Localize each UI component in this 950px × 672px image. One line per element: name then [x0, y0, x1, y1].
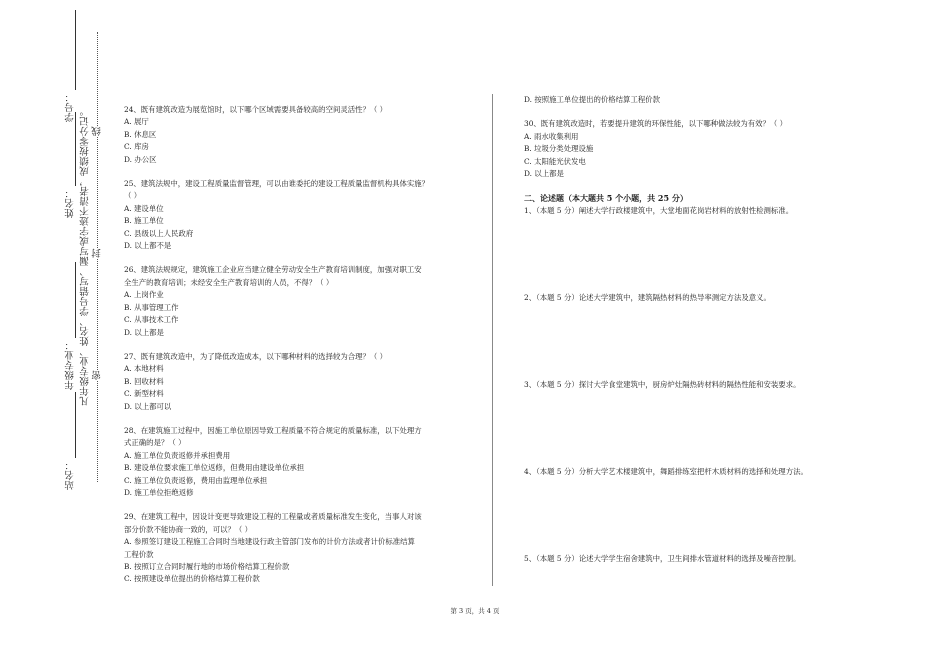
option: D. 以上都不是	[124, 241, 172, 251]
question-27	[124, 351, 472, 413]
name-line	[75, 112, 76, 186]
question-30	[524, 118, 894, 180]
option: C. 太阳能光伏发电	[524, 156, 586, 166]
question-text: 27、既有建筑改造中，为了降低改造成本，以下哪种材料的选择较为合理？（ ）	[124, 351, 388, 361]
question-text: 部分价款不能协商一致的，可以？（ ）	[124, 524, 252, 534]
question-text: 全生产的教育培训；未经安全生产教育培训的人员，不得？（ ）	[124, 277, 334, 287]
site-name-label: 站名：	[65, 460, 76, 490]
major-label: 年级专业：	[65, 340, 76, 390]
binding-notice: 凡年级专业、姓名、学号错写、漏写或字迹不清者，成绩按零分记。	[80, 106, 91, 406]
option: B. 回收材料	[124, 376, 164, 386]
major-line	[75, 262, 76, 338]
option: A. 参照签订建设工程施工合同时当地建设行政主管部门发布的计价方法或者计价标准结算	[124, 537, 415, 547]
question-29	[124, 511, 472, 585]
left-column	[124, 104, 472, 598]
page-number: 第 3 页，共 4 页	[450, 607, 500, 615]
essay-question: 1、（本题 5 分）阐述大学行政楼建筑中，大堂地面花岗岩材料的放射性检测标准。	[524, 205, 794, 215]
seal-mark-seal: 封	[92, 248, 103, 258]
question-text: 式正确的是？（ ）	[124, 438, 186, 448]
option: C. 从事技术工作	[124, 315, 179, 325]
question-28	[124, 425, 472, 499]
option: B. 垃圾分类处理设施	[524, 144, 594, 154]
option: A. 施工单位负责返修并承担费用	[124, 450, 231, 460]
option: A. 展厅	[124, 117, 149, 127]
essay-question: 4、（本题 5 分）分析大学艺术楼建筑中，舞蹈排练室把杆木质材料的选择和处理方法。	[524, 466, 808, 476]
option: A. 本地材料	[124, 364, 164, 374]
option: B. 从事管理工作	[124, 302, 179, 312]
question-25	[124, 178, 472, 252]
question-text: 28、在建筑施工过程中，因施工单位原因导致工程质量不符合规定的质量标准，以下处理方	[124, 425, 422, 435]
question-text: 29、在建筑工程中，因设计变更导致建设工程的工程量或者质量标准发生变化，当事人对该	[124, 512, 422, 522]
option: C. 施工单位负责返修，费用由监理单位承担	[124, 475, 268, 485]
option: 工程价款	[124, 549, 154, 559]
option: D. 施工单位拒绝返修	[124, 487, 194, 497]
option: D. 按照施工单位提出的价格结算工程价款	[524, 95, 661, 104]
option: C. 县级以上人民政府	[124, 228, 194, 238]
option: A. 建设单位	[124, 203, 164, 213]
option: D. 办公区	[124, 154, 157, 164]
option: C. 库房	[124, 142, 149, 152]
option: A. 雨水收集利用	[524, 131, 579, 141]
name-label: 姓名：	[65, 188, 76, 218]
seal-mark-line: 线	[92, 126, 103, 136]
option: D. 以上都可以	[124, 401, 172, 411]
question-text: 25、建筑法规中，建设工程质量监督管理，可以由谁委托的建设工程质量监督机构具体实施？	[124, 179, 430, 189]
option: B. 建设单位要求施工单位返修，但费用由建设单位承担	[124, 463, 305, 473]
question-text: 24、既有建筑改造为展览馆时，以下哪个区域需要具备较高的空间灵活性？（ ）	[124, 105, 388, 114]
student-id-label: 学号：	[65, 92, 76, 122]
option: A. 上岗作业	[124, 290, 164, 300]
right-column	[524, 94, 894, 565]
section-title: 二、论述题（本大题共 5 个小题，共 25 分）	[524, 193, 688, 204]
option: B. 按照订立合同时履行地的市场价格结算工程价款	[124, 562, 290, 571]
question-text: 26、建筑法规规定，建筑施工企业应当建立健全劳动安全生产教育培训制度，加强对职工安	[124, 265, 422, 275]
option: D. 以上都是	[524, 169, 564, 179]
option: C. 按照建设单位提出的价格结算工程价款	[124, 574, 260, 584]
question-26	[124, 264, 472, 338]
option: C. 新型材料	[124, 389, 164, 399]
option: B. 施工单位	[124, 216, 164, 226]
column-divider	[492, 94, 493, 586]
question-24	[124, 104, 472, 166]
option: B. 休息区	[124, 129, 157, 139]
question-text: 30、既有建筑改造时，若要提升建筑的环保性能，以下哪种做法较为有效？（ ）	[524, 119, 788, 129]
option: D. 以上都是	[124, 327, 164, 337]
site-name-line	[75, 392, 76, 458]
essay-question: 2、（本题 5 分）论述大学建筑中，建筑隔热材料的热导率测定方法及意义。	[524, 292, 771, 302]
student-id-line	[75, 10, 76, 90]
binding-sidebar	[0, 0, 105, 672]
question-text: （ ）	[124, 191, 142, 201]
essay-question: 5、（本题 5 分）论述大学学生宿舍建筑中，卫生间排水管道材料的选择及噪音控制。	[524, 553, 801, 563]
essay-question: 3、（本题 5 分）探讨大学食堂建筑中，厨房炉灶隔热砖材料的隔热性能和安装要求。	[524, 379, 801, 389]
seal-mark-secret: 密	[92, 370, 103, 380]
